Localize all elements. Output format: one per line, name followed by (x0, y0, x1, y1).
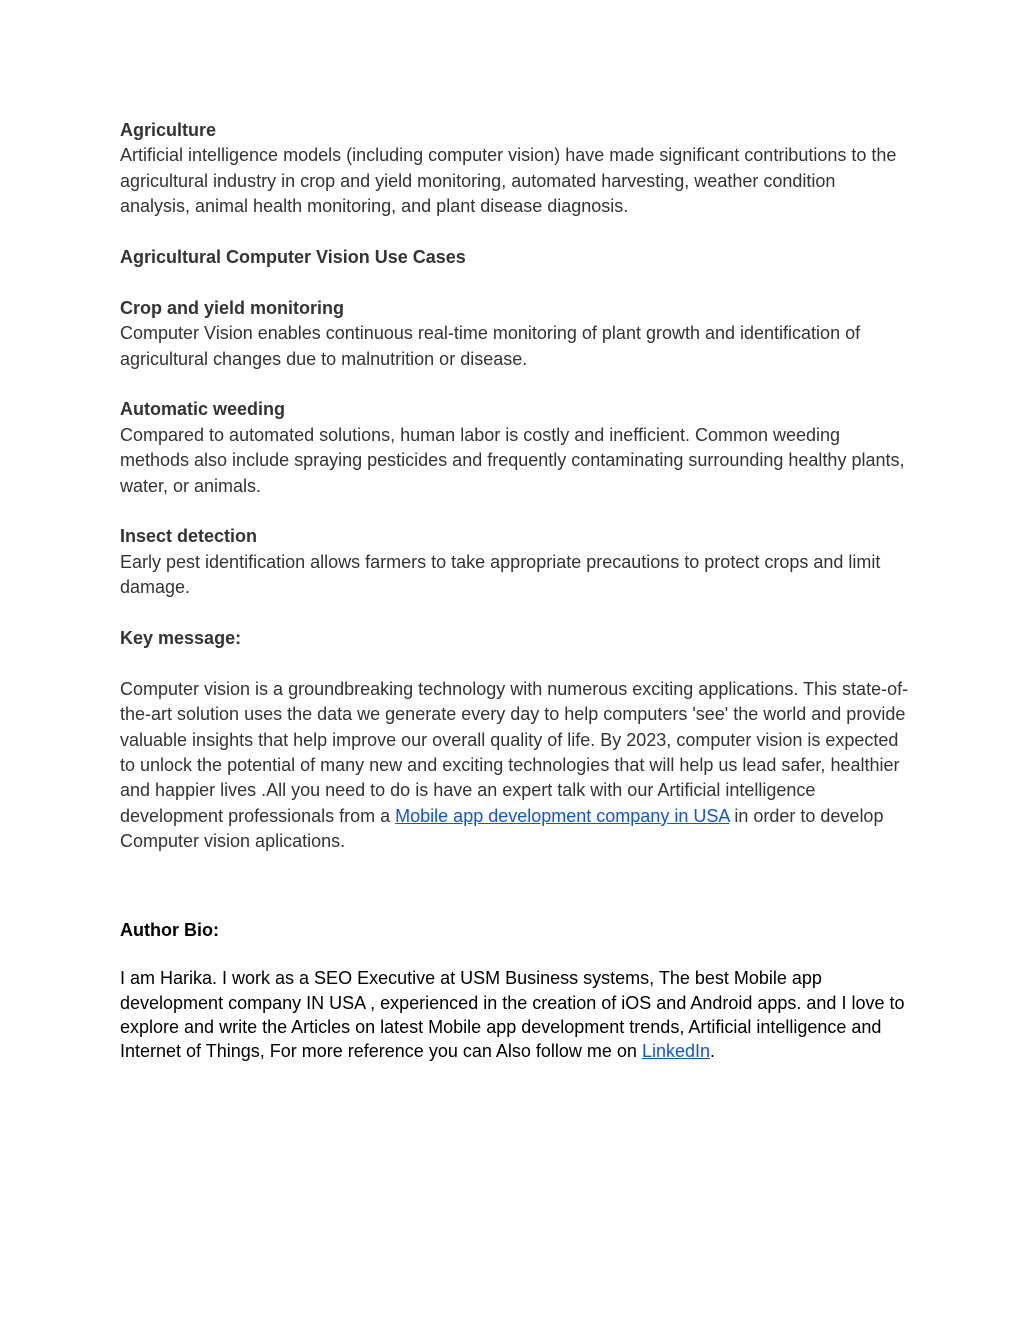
document-page (120, 118, 910, 1063)
author-bio-heading: Author Bio: (120, 920, 219, 941)
mobile-app-company-link[interactable]: Mobile app development company in USA (395, 805, 730, 826)
article-body (120, 118, 910, 855)
author-bio-text: I am Harika. I work as a SEO Executive at USM Business systems, The best Mobile app development company IN USA , experienced in the creation of iOS and Android apps. and I love to explore and write the Articles on latest Mobile app development trends, Artificial intelligence and Internet of Things, For more reference you can Also follow me on (120, 968, 905, 1062)
key-message-tail: in order to develop Computer vision aplications. (120, 805, 884, 852)
linkedin-link[interactable]: LinkedIn (641, 1041, 710, 1062)
insect-heading: Insect detection (120, 526, 258, 547)
weeding-paragraph: Compared to automated solutions, human labor is costly and inefficient. Common weeding methods also include spraying pesticides and frequently contaminating surrounding healthy plants, water, or animals. (120, 424, 905, 496)
insect-paragraph: Early pest identification allows farmers to take appropriate precautions to protect crops and limit damage. (120, 551, 881, 598)
crop-paragraph: Computer Vision enables continuous real-time monitoring of plant growth and identification of agricultural changes due to malnutrition or disease. (120, 323, 861, 369)
author-bio-paragraph (120, 966, 910, 1063)
crop-heading: Crop and yield monitoring (120, 297, 344, 318)
author-bio-section (120, 918, 910, 1063)
author-bio-tail: . (710, 1041, 716, 1062)
use-cases-heading: Agricultural Computer Vision Use Cases (120, 247, 466, 268)
key-message-heading: Key message: (120, 628, 242, 649)
key-message-text: Computer vision is a groundbreaking technology with numerous exciting applications. This state-of-the-art solution uses the data we generate every day to help computers 'see' the world and provide valuable insights that help improve our overall quality of life. By 2023, computer vision is expected to unlock the potential of many new and exciting technologies that will help us lead safer, healthier and happier lives .All you need to do is have an expert talk with our Artificial intelligence development professionals from a (120, 678, 909, 826)
weeding-heading: Automatic weeding (120, 399, 286, 420)
agriculture-heading: Agriculture (120, 120, 217, 140)
agriculture-paragraph: Artificial intelligence models (including computer vision) have made significant contributions to the agricultural industry in crop and yield monitoring, automated harvesting, weather condition analysis, animal health monitoring, and plant disease diagnosis. (120, 145, 897, 217)
key-message-paragraph (120, 677, 910, 855)
